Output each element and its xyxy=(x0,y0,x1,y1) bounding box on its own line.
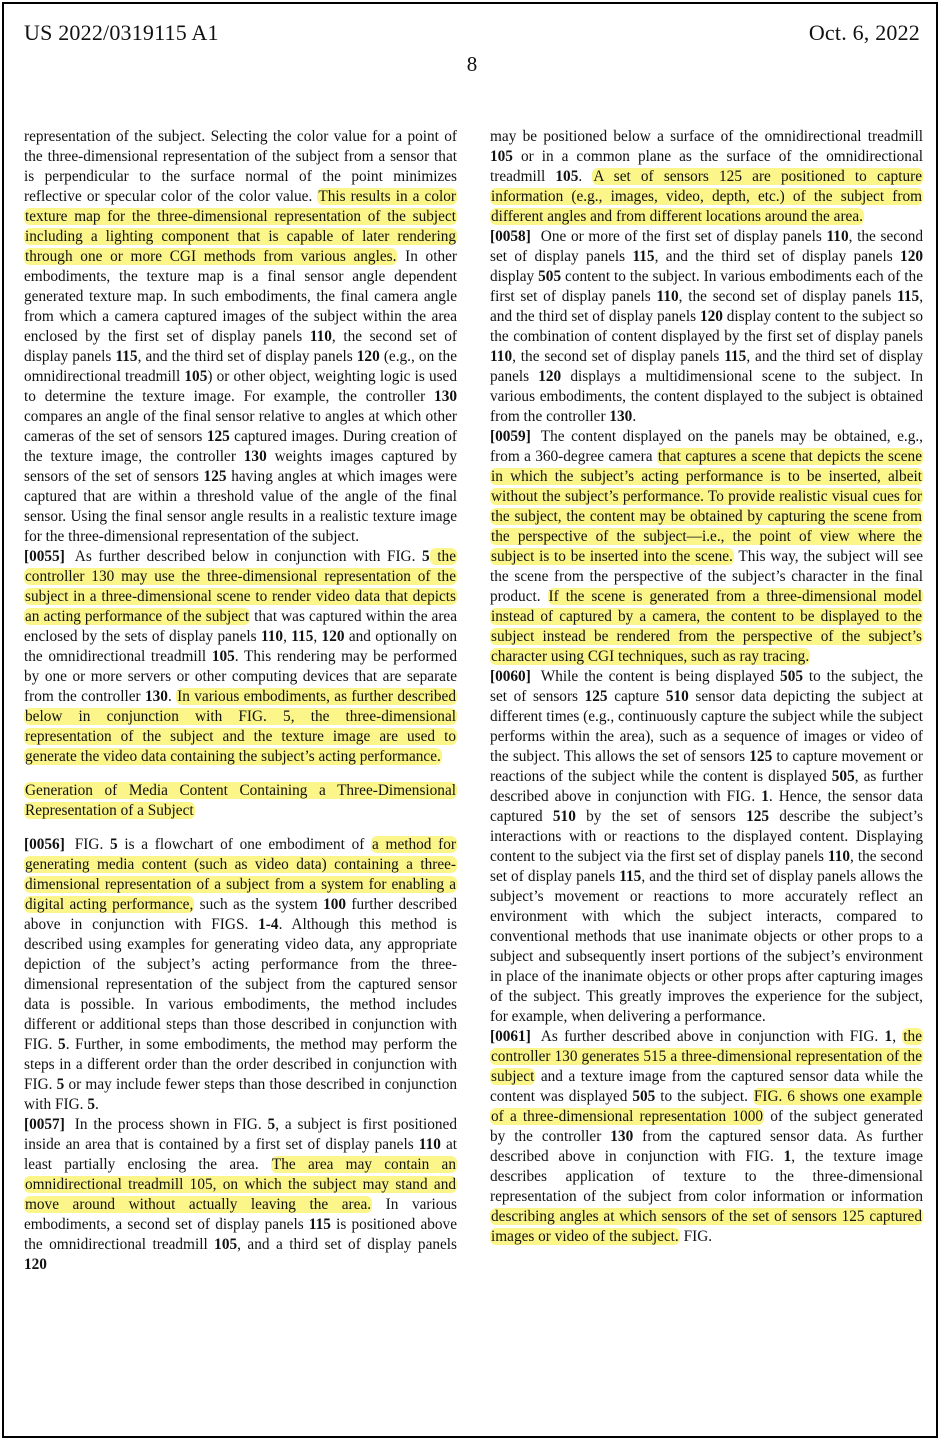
text-run: compares an angle of the final sensor relative to angles at which other cameras of the set of sensors xyxy=(24,408,457,445)
reference-numeral: 110 xyxy=(490,348,513,365)
reference-numeral: 1 xyxy=(783,1148,792,1165)
text-run: The content displayed on the panels may be obtained, e.g., from a 360-degree camera xyxy=(490,428,923,465)
left-column xyxy=(24,127,457,1275)
publication-number: US 2022/0319115 A1 xyxy=(24,20,219,45)
highlighted-text: This results in a color texture map for the three-dimensional representation of the subject including a lighting component that is capable of later rendering through one or more CGI methods from various angles. xyxy=(25,188,456,265)
reference-numeral: 125 xyxy=(749,748,773,765)
text-run: This way, the subject will see the scene from the perspective of the subject’s character in the final product. xyxy=(490,548,923,605)
text-run: FIG. xyxy=(74,836,110,853)
text-run: , the second set of display panels xyxy=(24,328,457,365)
paragraph xyxy=(24,835,457,1115)
text-run: In other embodiments, the texture map is a final sensor angle dependent generated texture map. In such embodiments, the final camera angle from which a camera captured images of the subject within the area enclosed by the first set of display panels xyxy=(24,248,457,345)
reference-numeral: 115 xyxy=(632,248,655,265)
reference-numeral: 125 xyxy=(206,428,230,445)
text-run: , the texture image describes application of texture to the three-dimensional representation of the subject from color information or information xyxy=(490,1148,923,1205)
highlighted-text: FIG. 6 shows one example of a three-dimensional representation 1000 xyxy=(491,1088,922,1125)
reference-numeral: 115 xyxy=(291,628,314,645)
reference-numeral: 120 xyxy=(538,368,562,385)
text-run: representation of the subject. Selecting the color value for a point of the three-dimensional representation of the subject from a sensor that is perpendicular to the surface normal of the point minimizes reflective or specular color of the color value. xyxy=(24,128,457,205)
paragraph-number: [0058] xyxy=(490,228,531,245)
text-run: by the set of sensors xyxy=(575,808,747,825)
highlighted-text: the controller 130 generates 515 a three-dimensional representation of the subject xyxy=(491,1028,922,1085)
text-run: , and the third set of display panels xyxy=(137,348,357,365)
reference-numeral: 120 xyxy=(356,348,380,365)
text-run: display xyxy=(490,268,539,285)
highlighted-text: that captures a scene that depicts the scene in which the subject’s acting performance is to be inserted, albeit without the subject’s performance. To provide realistic visual cues for the subject, the content may be obtained by capturing the scene from the perspective of the subject—i.e., the point of view where the subject is to be inserted into the scene. xyxy=(491,448,922,565)
reference-numeral: 130 xyxy=(609,408,633,425)
text-run: may be positioned below a surface of the omnidirectional treadmill xyxy=(490,128,923,145)
reference-numeral: 110 xyxy=(826,228,849,245)
text-run: , a subject is first positioned inside an area that is contained by a first set of display panels xyxy=(24,1116,457,1153)
text-run: . Hence, the sensor data captured xyxy=(490,788,924,825)
text-run: (e.g., on the omnidirectional treadmill xyxy=(24,348,457,385)
reference-numeral: 130 xyxy=(145,688,168,705)
page-number: 8 xyxy=(466,52,478,76)
reference-numeral: 115 xyxy=(619,868,642,885)
reference-numeral: 120 xyxy=(321,628,345,645)
text-run: . Although this method is described using examples for generating video data, any appropriate depiction of the subject’s acting performance from the three-dimensional representation of the subject from the captured sensor data is possible. In various embodiments, the method includes different or additional steps than those described in conjunction with FIG. xyxy=(24,916,457,1053)
text-run: capture xyxy=(607,688,666,705)
text-run: . xyxy=(94,1096,99,1113)
text-run: One or more of the first set of display panels xyxy=(540,228,827,245)
highlighted-text: A set of sensors 125 are positioned to capture information (e.g., images, video, depth, etc.) of the subject from different angles and from different locations around the area. xyxy=(491,168,922,225)
text-run: FIG. xyxy=(679,1228,713,1245)
text-run: , the second set of display panels xyxy=(512,348,725,365)
text-run: that was captured within the area enclosed by the sets of display panels xyxy=(24,608,457,645)
paragraph-number: [0059] xyxy=(490,428,531,445)
reference-numeral: 115 xyxy=(115,348,138,365)
text-run: to the subject. xyxy=(655,1088,753,1105)
reference-numeral: 105 xyxy=(184,368,208,385)
reference-numeral: 105 xyxy=(211,648,235,665)
text-run: weights images captured by sensors of the set of sensors xyxy=(24,448,457,485)
reference-numeral: 105 xyxy=(214,1236,238,1253)
reference-numeral: 5 xyxy=(110,836,118,853)
text-run: , and a third set of display panels xyxy=(237,1236,457,1253)
text-run: , and the third set of display panels xyxy=(490,288,924,325)
section-heading xyxy=(24,781,457,821)
reference-numeral: 5 xyxy=(422,548,430,565)
text-run: captured images. During creation of the texture image, the controller xyxy=(24,428,457,465)
reference-numeral: 120 xyxy=(900,248,923,265)
highlighted-text: Generation of Media Content Containing a Three-Dimensional Representation of a Subject xyxy=(25,782,456,819)
reference-numeral: 105 xyxy=(555,168,579,185)
text-run: of the subject generated by the controller xyxy=(490,1108,923,1145)
text-run: is a flowchart of one embodiment of xyxy=(117,836,372,853)
reference-numeral: 115 xyxy=(308,1216,331,1233)
text-run: and a texture image from the captured sensor data while the content was displayed xyxy=(490,1068,923,1105)
text-run: having angles at which images were captured that are within a threshold value of the angle of the final sensor. Using the final sensor angle results in a realistic texture image for the three-dimensional representation of the subject. xyxy=(24,468,457,545)
text-run: . xyxy=(632,408,637,425)
reference-numeral: 125 xyxy=(746,808,770,825)
text-run: In various embodiments, a second set of display panels xyxy=(24,1196,457,1233)
highlighted-text: If the scene is generated from a three-dimensional model instead of captured by a camera, the content to be displayed to the subject instead be rendered from the perspective of the subject’s character using CGI techniques, such as ray tracing. xyxy=(491,588,922,665)
text-run: ) or other object, weighting logic is used to determine the texture image. For example, the controller xyxy=(24,368,457,405)
text-run: , xyxy=(283,628,292,645)
highlighted-text: describing angles at which sensors of the set of sensors 125 captured images or video of the subject. xyxy=(491,1208,922,1245)
highlighted-text: the controller 130 may use the three-dimensional representation of the subject in a three-dimensional scene to render video data that depicts an acting performance of the subject xyxy=(25,548,456,625)
text-run: and optionally on the omnidirectional treadmill xyxy=(24,628,457,665)
text-run: at least partially enclosing the area. xyxy=(24,1136,457,1173)
paragraph-number: [0056] xyxy=(24,836,65,853)
text-run: further described above in conjunction with FIGS. xyxy=(24,896,457,933)
text-run: to capture movement or reactions of the subject while the content is displayed xyxy=(490,748,923,785)
reference-numeral: 115 xyxy=(724,348,747,365)
text-run: , as further described above in conjunction with FIG. xyxy=(490,768,923,805)
paragraph xyxy=(490,227,923,427)
paragraph xyxy=(24,547,457,767)
reference-numeral: 130 xyxy=(434,388,457,405)
reference-numeral: 105 xyxy=(490,148,513,165)
reference-numeral: 130 xyxy=(243,448,267,465)
reference-numeral: 5 xyxy=(267,1116,276,1133)
paragraph-number: [0055] xyxy=(24,548,65,565)
reference-numeral: 505 xyxy=(831,768,855,785)
right-column xyxy=(490,127,923,1247)
paragraph xyxy=(24,127,457,547)
text-run: content to the subject. In various embodiments each of the first set of display panels xyxy=(490,268,923,305)
reference-numeral: 110 xyxy=(418,1136,441,1153)
text-run: , and the third set of display panels allows the subject’s movement or reactions to more accurately reflect an environment with which the subject interacts, compared to conventional methods that use inanimate objects or other props to a subject and subsequently insert portions of the subject’s environment in place of the inanimate objects or other props after capturing images of the subject. This greatly improves the experience for the subject, for example, when delivering a performance. xyxy=(490,868,923,1025)
reference-numeral: 125 xyxy=(584,688,608,705)
text-run: , xyxy=(313,628,322,645)
reference-numeral: 505 xyxy=(632,1088,656,1105)
reference-numeral: 505 xyxy=(538,268,562,285)
reference-numeral: 110 xyxy=(309,328,332,345)
reference-numeral: 110 xyxy=(656,288,679,305)
text-run: describe the subject’s interactions with or reactions to the displayed content. Displaying content to the subject via the first set of display panels xyxy=(490,808,923,865)
text-run: to the subject, the set of sensors xyxy=(490,668,923,705)
reference-numeral: 120 xyxy=(24,1256,47,1273)
paragraph xyxy=(490,667,923,1027)
paragraph xyxy=(490,127,923,227)
text-run: or in a common plane as the surface of the omnidirectional treadmill xyxy=(490,148,923,185)
text-run: . This rendering may be performed by one or more servers or other computing devices that are separate from the controller xyxy=(24,648,457,705)
text-run: from the captured sensor data. As further described above in conjunction with FIG. xyxy=(490,1128,924,1165)
reference-numeral: 510 xyxy=(552,808,576,825)
reference-numeral: 110 xyxy=(827,848,851,865)
highlighted-text: In various embodiments, as further described below in conjunction with FIG. 5, the three-dimensional representation of the subject and the texture image are used to generate the video data containing the subject’s acting performance. xyxy=(25,688,456,765)
text-run: displays a multidimensional scene to the subject. In various embodiments, the content displayed to the subject is obtained from the controller xyxy=(490,368,923,425)
reference-numeral: 5 xyxy=(87,1096,95,1113)
reference-numeral: 125 xyxy=(203,468,227,485)
text-run: is positioned above the omnidirectional treadmill xyxy=(24,1216,457,1253)
reference-numeral: 130 xyxy=(610,1128,634,1145)
text-run: , the second set of display panels xyxy=(678,288,898,305)
publication-date: Oct. 6, 2022 xyxy=(808,20,920,45)
text-run: , xyxy=(892,1028,903,1045)
paragraph-number: [0061] xyxy=(490,1028,531,1045)
reference-numeral: 510 xyxy=(665,688,689,705)
reference-numeral: 505 xyxy=(780,668,803,685)
text-run: As further described above in conjunction with FIG. xyxy=(540,1028,885,1045)
text-run: . xyxy=(167,688,177,705)
text-run: display content to the subject so the combination of content displayed by the first set of display panels xyxy=(490,308,923,345)
reference-numeral: 1-4 xyxy=(258,916,279,933)
text-run: . Further, in some embodiments, the method may perform the steps in a different order than the order described in conjunction with FIG. xyxy=(24,1036,457,1093)
reference-numeral: 5 xyxy=(56,1076,65,1093)
paragraph-number: [0057] xyxy=(24,1116,65,1133)
reference-numeral: 100 xyxy=(323,896,347,913)
text-run: such as the system xyxy=(194,896,324,913)
text-run: , and the third set of display panels xyxy=(490,348,924,385)
reference-numeral: 1 xyxy=(761,788,769,805)
reference-numeral: 120 xyxy=(699,308,723,325)
text-run: In the process shown in FIG. xyxy=(74,1116,268,1133)
text-run: As further described below in conjunction with FIG. xyxy=(74,548,423,565)
reference-numeral: 115 xyxy=(897,288,920,305)
text-run: . xyxy=(578,168,593,185)
text-run: sensor data depicting the subject at different times (e.g., continuously capture the subject while the subject performs within the area), such as a sequence of images or video of the subject. This allows the set of sensors xyxy=(490,688,924,765)
text-run: or may include fewer steps than those described in conjunction with FIG. xyxy=(24,1076,457,1113)
paragraph xyxy=(24,1115,457,1275)
paragraph-number: [0060] xyxy=(490,668,531,685)
reference-numeral: 1 xyxy=(884,1028,893,1045)
text-run: , the second set of display panels xyxy=(490,228,923,265)
text-run: , and the third set of display panels xyxy=(654,248,901,265)
text-run: , the second set of display panels xyxy=(490,848,923,885)
highlighted-text: The area may contain an omnidirectional treadmill 105, on which the subject may stand and move around without actually leaving the area. xyxy=(25,1156,456,1213)
paragraph xyxy=(490,1027,923,1247)
reference-numeral: 5 xyxy=(58,1036,66,1053)
text-run: While the content is being displayed xyxy=(540,668,781,685)
paragraph xyxy=(490,427,923,667)
reference-numeral: 110 xyxy=(260,628,284,645)
highlighted-text: a method for generating media content (such as video data) containing a three-dimensional representation of a subject from a system for enabling a digital acting performance, xyxy=(25,836,456,913)
